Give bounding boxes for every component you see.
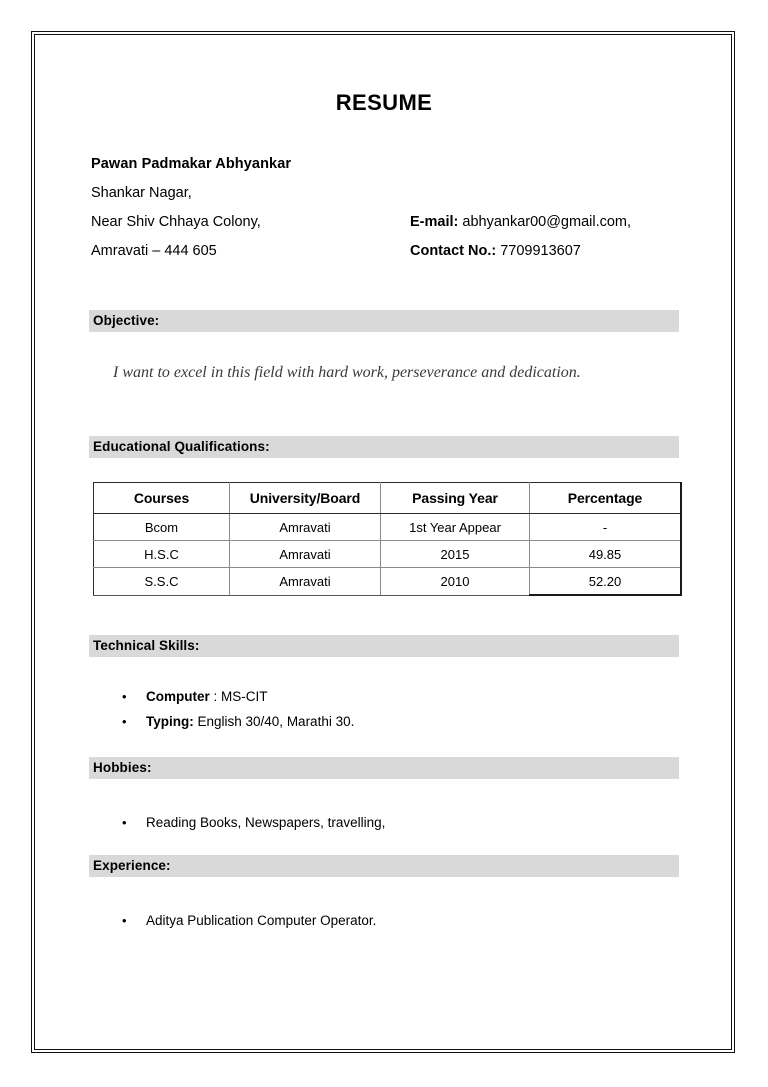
cell-university: Amravati: [230, 568, 381, 596]
table-row: [94, 514, 682, 541]
list-item: [118, 684, 678, 709]
table-row: [94, 568, 682, 596]
email-label: E-mail:: [410, 214, 459, 230]
bullet-icon: •: [122, 913, 127, 928]
skill-label: Typing:: [146, 714, 194, 729]
table-header-row: [94, 483, 682, 514]
section-heading-experience: Experience:: [89, 855, 679, 877]
list-item: [118, 908, 678, 933]
email-field: [410, 208, 631, 237]
cell-course: S.S.C: [94, 568, 230, 596]
address-line-3: Amravati – 444 605: [91, 243, 217, 259]
phone-label: Contact No.:: [410, 243, 497, 259]
address-row-2: [91, 208, 681, 237]
hobby-value: Reading Books, Newspapers, travelling,: [146, 815, 386, 830]
cell-course: H.S.C: [94, 541, 230, 568]
bullet-icon: •: [122, 815, 127, 830]
skill-label: Computer: [146, 689, 210, 704]
address-line-2: Near Shiv Chhaya Colony,: [91, 214, 261, 230]
list-item: [118, 709, 678, 734]
table-row: [94, 541, 682, 568]
technical-skills-list: [118, 684, 678, 734]
address-row-3: [91, 237, 681, 266]
list-item: [118, 810, 678, 835]
cell-passing-year: 1st Year Appear: [381, 514, 530, 541]
cell-percentage: 49.85: [530, 541, 682, 568]
phone-field: [410, 237, 581, 266]
cell-university: Amravati: [230, 541, 381, 568]
bullet-icon: •: [122, 689, 127, 704]
bullet-icon: •: [122, 714, 127, 729]
experience-list: [118, 908, 678, 933]
hobbies-list: [118, 810, 678, 835]
experience-value: Aditya Publication Computer Operator.: [146, 913, 377, 928]
objective-text: I want to excel in this field with hard work, perseverance and dedication.: [113, 364, 581, 381]
cell-course: Bcom: [94, 514, 230, 541]
column-header-university: University/Board: [230, 483, 381, 514]
phone-value: 7709913607: [500, 243, 581, 259]
column-header-passing-year: Passing Year: [381, 483, 530, 514]
column-header-courses: Courses: [94, 483, 230, 514]
section-heading-objective: Objective:: [89, 310, 679, 332]
cell-university: Amravati: [230, 514, 381, 541]
candidate-name: Pawan Padmakar Abhyankar: [91, 156, 292, 172]
education-table: [93, 482, 682, 596]
contact-block: [91, 150, 681, 266]
column-header-percentage: Percentage: [530, 483, 682, 514]
cell-percentage: 52.20: [530, 568, 682, 596]
email-value: abhyankar00@gmail.com,: [462, 214, 632, 230]
section-heading-education: Educational Qualifications:: [89, 436, 679, 458]
skill-value: English 30/40, Marathi 30.: [193, 714, 355, 729]
skill-value: : MS-CIT: [209, 689, 268, 704]
address-line-1: Shankar Nagar,: [91, 185, 192, 201]
section-heading-technical-skills: Technical Skills:: [89, 635, 679, 657]
cell-percentage: -: [530, 514, 682, 541]
cell-passing-year: 2010: [381, 568, 530, 596]
address-row-1: [91, 179, 681, 208]
page-title: RESUME: [335, 90, 433, 115]
cell-passing-year: 2015: [381, 541, 530, 568]
section-heading-hobbies: Hobbies:: [89, 757, 679, 779]
